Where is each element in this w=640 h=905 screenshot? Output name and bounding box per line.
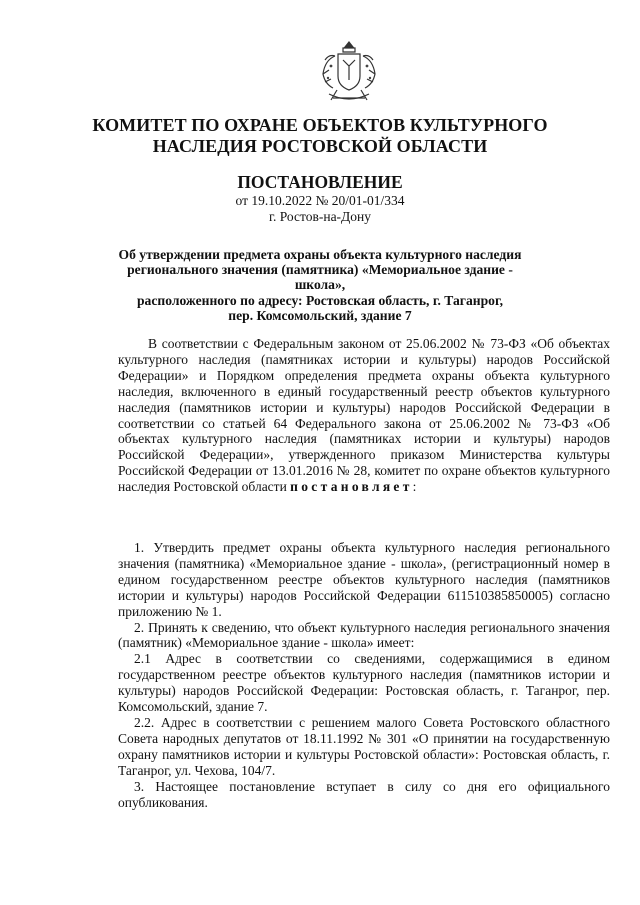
org-line-1: КОМИТЕТ ПО ОХРАНЕ ОБЪЕКТОВ КУЛЬТУРНОГО	[92, 115, 548, 135]
coat-of-arms-emblem	[313, 38, 385, 110]
document-type: ПОСТАНОВЛЕНИЕ	[237, 172, 403, 192]
date-number: от 19.10.2022 № 20/01-01/334	[235, 193, 405, 208]
org-line-2: НАСЛЕДИЯ РОСТОВСКОЙ ОБЛАСТИ	[152, 136, 488, 156]
preamble-paragraph	[118, 336, 610, 495]
organization-name	[60, 115, 580, 157]
subject-line-1: Об утверждении предмета охраны объекта культурного наследия	[118, 247, 522, 262]
item-3: 3. Настоящее постановление вступает в силу со дня его официального опубликования.	[118, 778, 610, 810]
city: г. Ростов-на-Дону	[268, 209, 371, 224]
preamble-text: В соответствии с Федеральным законом от 25.06.2002 № 73-ФЗ «Об объектах культурного наследия (памятниках истории и культуры) народов Российской Федерации» и Порядком определения предмета охраны объекта культурного наследия, включенного в единый государственный реестр объектов культурного наследия (памятников истории и культуры) народов Российской Федерации в соответствии со статьей 64 Федерального закона от 25.06.2002 № 73-ФЗ «Об объектах культурного наследия (памятниках истории и культуры) народов Российской Федерации», утвержденного приказом Министерства культуры Российской Федерации от 13.01.2016 № 28, комитет по охране объектов культурного наследия Ростовской области	[118, 336, 610, 495]
item-2-2: 2.2. Адрес в соответствии с решением малого Совета Ростовского областного Совета народных депутатов от 18.11.1992 № 301 «О принятии на государственную охрану памятников истории и культуры Ростовской области»: Ростовская область, г. Таганрог, ул. Чехова, 104/7.	[118, 714, 610, 778]
resolves-word: постановляет	[290, 479, 413, 495]
document-subject	[110, 247, 530, 323]
resolves-colon: :	[412, 479, 417, 495]
preamble	[118, 336, 610, 495]
item-1: 1. Утвердить предмет охраны объекта культурного наследия регионального значения (памятника) «Мемориальное здание - школа», (регистрационный номер в едином государственном реестре объектов культурного наследия (памятников истории и культуры) народов Российской Федерации 611510385850005) согласно приложению № 1.	[118, 540, 610, 619]
subject-line-4: пер. Комсомольский, здание 7	[228, 307, 412, 323]
resolution-items	[118, 540, 610, 810]
subject-line-3: расположенного по адресу: Ростовская область, г. Таганрог,	[137, 292, 503, 308]
item-2: 2. Принять к сведению, что объект культурного наследия регионального значения (памятник) «Мемориальное здание - школа» имеет:	[118, 619, 610, 651]
subject-line-2: регионального значения (памятника) «Мемориальное здание - школа»,	[127, 262, 513, 293]
document-meta	[60, 193, 580, 225]
item-2-1: 2.1 Адрес в соответствии со сведениями, содержащимися в едином государственном реестре объектов культурного наследия (памятников истории и культуры) народов Российской Федерации: Ростовская область, г. Таганрог, пер. Комсомольский, здание 7.	[118, 651, 610, 715]
